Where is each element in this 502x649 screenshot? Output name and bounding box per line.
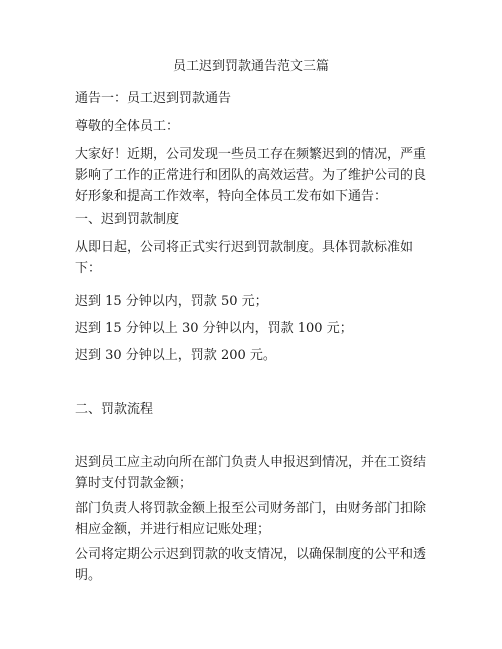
salutation: 尊敬的全体员工： <box>75 119 180 134</box>
intro-paragraph: 大家好！近期，公司发现一些员工存在频繁迟到的情况，严重影响了工作的正常进行和团队的高效运营。为了维护公司的良好形象和提高工作效率，特向全体员工发布如下通告： <box>75 147 427 204</box>
document-title: 员工迟到罚款通告范文三篇 <box>172 59 329 74</box>
process-step: 公司将定期公示迟到罚款的收支情况，以确保制度的公平和透明。 <box>75 547 427 583</box>
notice-heading: 通告一：员工迟到罚款通告 <box>75 91 232 106</box>
penalty-item: 迟到 30 分钟以上，罚款 200 元。 <box>75 348 276 363</box>
section-heading-1: 一、迟到罚款制度 <box>75 212 180 227</box>
section-heading-2: 二、罚款流程 <box>75 402 154 417</box>
policy-paragraph: 从即日起，公司将正式实行迟到罚款制度。具体罚款标准如下： <box>75 240 414 276</box>
process-step: 迟到员工应主动向所在部门负责人申报迟到情况，并在工资结算时支付罚款金额； <box>75 455 427 491</box>
penalty-item: 迟到 15 分钟以上 30 分钟以内，罚款 100 元； <box>75 321 353 336</box>
process-step: 部门负责人将罚款金额上报至公司财务部门，由财务部门扣除相应金额，并进行相应记账处理； <box>75 501 427 537</box>
penalty-item: 迟到 15 分钟以内，罚款 50 元； <box>75 294 268 309</box>
